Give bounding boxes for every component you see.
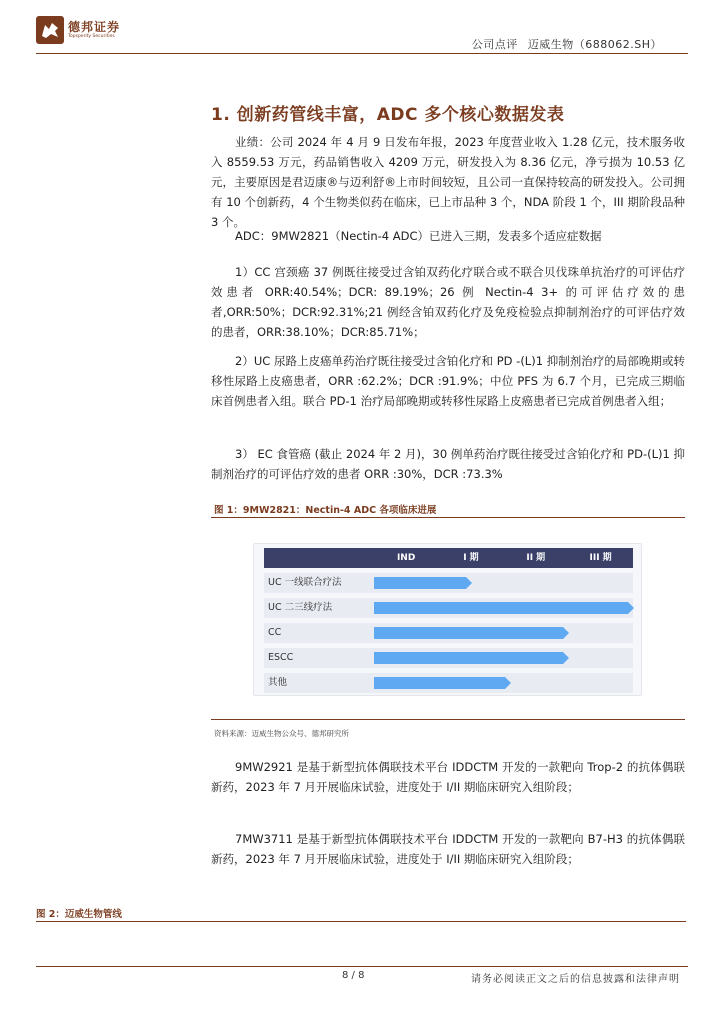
pipeline-progress-bar xyxy=(374,652,569,664)
pipeline-progress-bar xyxy=(374,627,569,639)
paragraph-cc-results: 1）CC 宫颈癌 37 例既往接受过含铂双药化疗联合或不联合贝伐珠单抗治疗的可评估疗效患者 ORR:40.54%；DCR: 89.19%；26 例 Nectin-4 3+ 的可评估疗效的患者,ORR:50%；DCR:92.31%;21 例经含铂双药化疗及免疫检验点抑制剂治疗的可评估疗效的患者，ORR:38.10%；DCR:85.71%； xyxy=(211,265,685,339)
paragraph-uc-results: 2）UC 尿路上皮癌单药治疗既往接受过含铂化疗和 PD -(L)1 抑制剂治疗的局部晚期或转移性尿路上皮癌患者，ORR :62.2%；DCR :91.9%；中位 PFS 为 6.7 个月，已完成三期临床首例患者入组。联合 PD-1 治疗局部晚期或转移性尿路上皮癌患者已完成首例患者入组； xyxy=(211,354,685,408)
pipeline-row-label: ESCC xyxy=(268,652,294,663)
pipeline-row xyxy=(264,573,633,593)
report-type: 公司点评 xyxy=(471,38,518,51)
pipeline-header xyxy=(264,548,633,568)
pipeline-row-label: CC xyxy=(268,627,282,638)
company-ticker: 迈威生物（688062.SH） xyxy=(527,38,662,51)
figure1-title: 图 1：9MW2821：Nectin-4 ADC 各项临床进展 xyxy=(214,505,437,516)
progress-arrow xyxy=(374,652,569,664)
figure2-title: 图 2：迈威生物管线 xyxy=(36,909,122,920)
figure1-bottom-divider xyxy=(211,719,685,720)
paragraph-7mw3711: 7MW3711 是基于新型抗体偶联技术平台 IDDCTM 开发的一款靶向 B7-H3 的抗体偶联新药，2023 年 7 月开展临床试验，进度处于 I/II 期临床研究入组阶段； xyxy=(211,832,685,866)
phase-ind: IND xyxy=(396,553,416,563)
pipeline-row-label: 其他 xyxy=(268,677,288,688)
section-title: 1. 创新药管线丰富，ADC 多个核心数据发表 xyxy=(211,105,565,125)
pipeline-row xyxy=(264,598,633,618)
progress-arrow xyxy=(374,627,569,639)
logo-mark-icon xyxy=(36,16,64,44)
logo-en-text: Topsperity Securities xyxy=(68,34,115,39)
progress-arrow xyxy=(374,677,511,689)
paragraph-performance: 业绩：公司 2024 年 4 月 9 日发布年报，2023 年度营业收入 1.28 亿元，技术服务收入 8559.53 万元，药品销售收入 4209 万元，研发投入为 8.36 亿元，净亏损为 10.53 亿元，主要原因是君迈康®与迈利舒®上市时间较短，且公司一直保持较高的研发投入。公司拥有 10 个创新药，4 个生物类似药在临床，已上市品种 3 个，NDA 阶段 1 个，III 期阶段品种 3 个。 xyxy=(211,135,685,229)
pipeline-chart xyxy=(253,543,642,696)
logo-cn-text: 德邦证券 xyxy=(68,20,121,34)
paragraph-adc-intro: ADC：9MW2821（Nectin-4 ADC）已进入三期，发表多个适应症数据 xyxy=(235,229,602,243)
progress-arrow xyxy=(374,577,472,589)
header-info xyxy=(472,36,662,52)
figure2-divider xyxy=(36,921,686,922)
paragraph-ec-results: 3） EC 食管癌 (截止 2024 年 2 月)，30 例单药治疗既往接受过含铂化疗和 PD-(L)1 抑制剂治疗的可评估疗效的患者 ORR :30%，DCR :73.3% xyxy=(211,447,685,481)
page-number: 8 / 8 xyxy=(342,970,365,981)
pipeline-row xyxy=(264,673,633,693)
phase-2: II 期 xyxy=(526,553,546,563)
pipeline-row-label: UC 二三线疗法 xyxy=(268,602,333,613)
figure1-source: 资料来源：迈威生物公众号、德邦研究所 xyxy=(214,729,349,738)
pipeline-progress-bar xyxy=(374,602,634,614)
phase-1: I 期 xyxy=(463,553,479,563)
pipeline-row xyxy=(264,623,633,643)
company-logo xyxy=(36,14,136,46)
footer-disclaimer: 请务必阅读正文之后的信息披露和法律声明 xyxy=(471,974,680,985)
pipeline-progress-bar xyxy=(374,677,511,689)
pipeline-row-label: UC 一线联合疗法 xyxy=(268,577,342,588)
pipeline-row xyxy=(264,648,633,668)
footer-divider xyxy=(36,966,688,967)
pipeline-progress-bar xyxy=(374,577,472,589)
progress-arrow xyxy=(374,602,634,614)
paragraph-9mw2921: 9MW2921 是基于新型抗体偶联技术平台 IDDCTM 开发的一款靶向 Trop-2 的抗体偶联新药，2023 年 7 月开展临床试验，进度处于 I/II 期临床研究入组阶段； xyxy=(211,760,685,794)
header-divider xyxy=(36,53,688,54)
figure1-top-divider xyxy=(211,517,685,518)
phase-3: III 期 xyxy=(589,553,612,563)
